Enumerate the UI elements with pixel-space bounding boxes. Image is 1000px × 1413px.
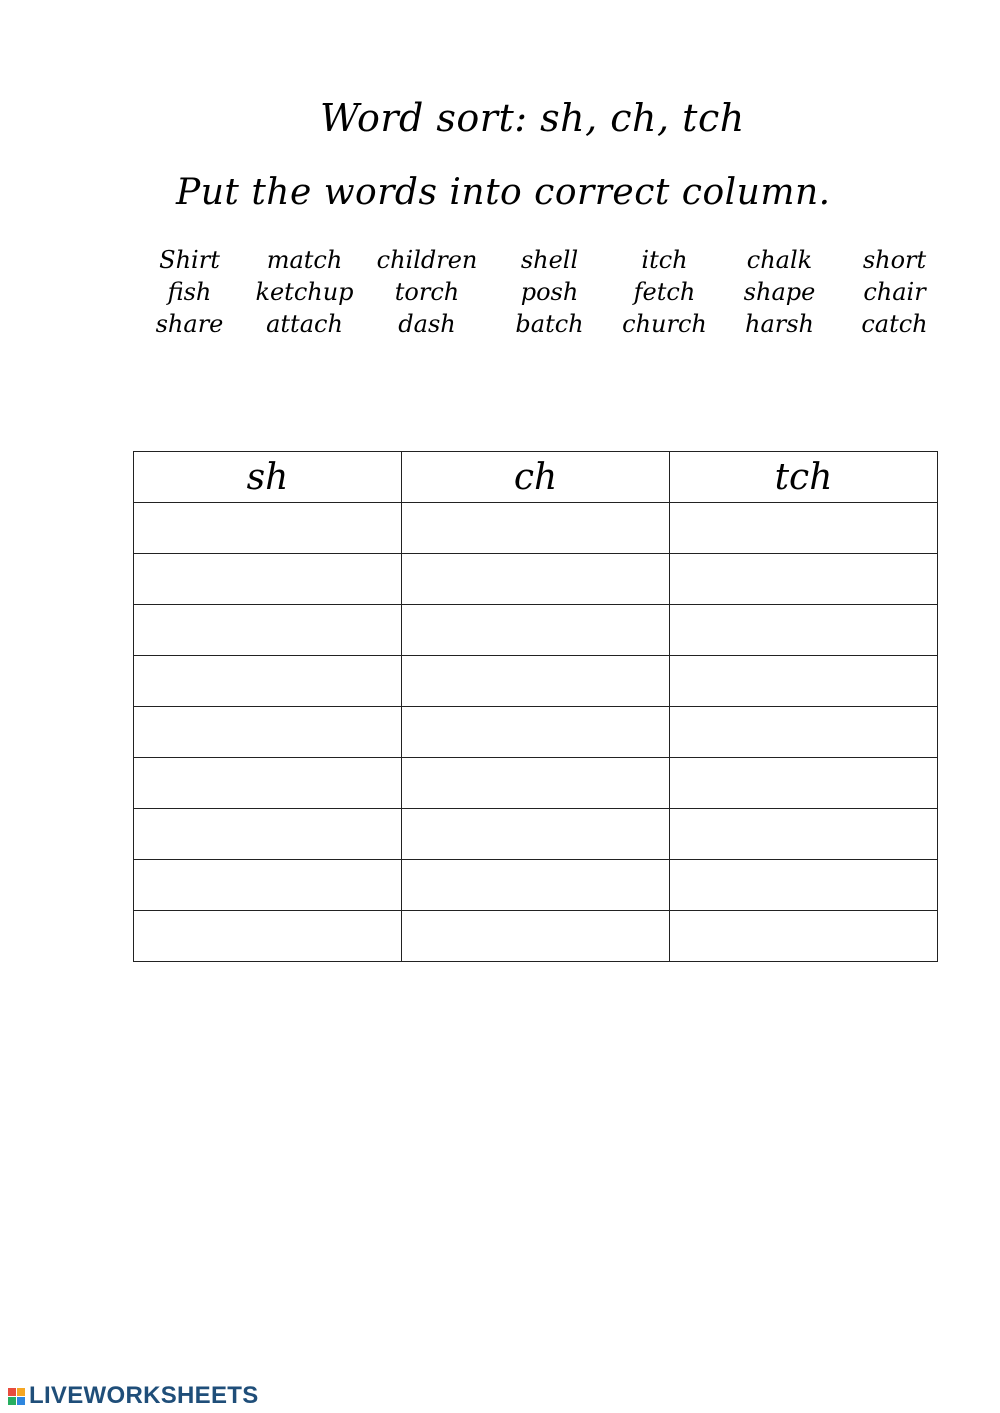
logo-square-red bbox=[8, 1388, 16, 1396]
answer-cell-tch[interactable] bbox=[670, 503, 938, 554]
word-bank-word: torch bbox=[394, 278, 460, 306]
word-bank-word: posh bbox=[520, 278, 579, 306]
word-bank-word: share bbox=[155, 310, 224, 338]
table-row bbox=[134, 656, 938, 707]
word-bank-word: fish bbox=[167, 278, 212, 306]
answer-cell-ch[interactable] bbox=[402, 758, 670, 809]
answer-cell-sh[interactable] bbox=[134, 911, 402, 962]
word-bank-word: match bbox=[266, 246, 343, 274]
answer-cell-sh[interactable] bbox=[134, 605, 402, 656]
answer-cell-ch[interactable] bbox=[402, 503, 670, 554]
answer-cell-ch[interactable] bbox=[402, 656, 670, 707]
answer-cell-sh[interactable] bbox=[134, 758, 402, 809]
answer-cell-ch[interactable] bbox=[402, 860, 670, 911]
liveworksheets-brand-text: LIVEWORKSHEETS bbox=[29, 1382, 259, 1409]
word-bank-word: church bbox=[622, 310, 707, 338]
answer-cell-ch[interactable] bbox=[402, 707, 670, 758]
table-row bbox=[134, 809, 938, 860]
table-row bbox=[134, 860, 938, 911]
logo-square-green bbox=[8, 1397, 16, 1405]
answer-cell-tch[interactable] bbox=[670, 758, 938, 809]
answer-cell-tch[interactable] bbox=[670, 860, 938, 911]
word-bank-word: dash bbox=[398, 310, 456, 338]
table-body bbox=[134, 503, 938, 962]
logo-square-orange bbox=[17, 1388, 25, 1396]
word-bank-word: fetch bbox=[633, 278, 696, 306]
word-bank-word: itch bbox=[641, 246, 688, 274]
answer-cell-tch[interactable] bbox=[670, 809, 938, 860]
table-row bbox=[134, 554, 938, 605]
word-bank-word: shape bbox=[743, 278, 816, 306]
word-bank-word: chalk bbox=[746, 246, 813, 274]
liveworksheets-logo bbox=[8, 1382, 259, 1410]
word-bank-word: short bbox=[862, 246, 927, 274]
worksheet-instruction: Put the words into correct column. bbox=[176, 172, 831, 213]
answer-cell-ch[interactable] bbox=[402, 554, 670, 605]
answer-cell-tch[interactable] bbox=[670, 911, 938, 962]
answer-cell-ch[interactable] bbox=[402, 605, 670, 656]
logo-square-blue bbox=[17, 1397, 25, 1405]
answer-cell-ch[interactable] bbox=[402, 911, 670, 962]
worksheet-title: Word sort: sh, ch, tch bbox=[320, 96, 745, 140]
answer-cell-sh[interactable] bbox=[134, 503, 402, 554]
table-row bbox=[134, 503, 938, 554]
word-bank-word: batch bbox=[515, 310, 584, 338]
column-header-tch: tch bbox=[670, 452, 938, 503]
word-bank bbox=[132, 244, 952, 340]
column-header-sh: sh bbox=[134, 452, 402, 503]
answer-cell-sh[interactable] bbox=[134, 554, 402, 605]
answer-cell-sh[interactable] bbox=[134, 860, 402, 911]
table-row bbox=[134, 707, 938, 758]
answer-cell-sh[interactable] bbox=[134, 809, 402, 860]
answer-cell-tch[interactable] bbox=[670, 656, 938, 707]
answer-cell-ch[interactable] bbox=[402, 809, 670, 860]
answer-cell-sh[interactable] bbox=[134, 656, 402, 707]
answer-cell-sh[interactable] bbox=[134, 707, 402, 758]
table-row bbox=[134, 758, 938, 809]
answer-cell-tch[interactable] bbox=[670, 554, 938, 605]
liveworksheets-logo-icon bbox=[8, 1388, 25, 1405]
word-bank-word: Shirt bbox=[159, 246, 220, 274]
answer-cell-tch[interactable] bbox=[670, 707, 938, 758]
word-sort-table bbox=[133, 451, 938, 962]
table-row bbox=[134, 911, 938, 962]
word-bank-word: shell bbox=[520, 246, 579, 274]
table-header-row bbox=[134, 452, 938, 503]
word-bank-word: children bbox=[376, 246, 478, 274]
word-bank-word: chair bbox=[863, 278, 926, 306]
word-bank-word: catch bbox=[861, 310, 928, 338]
word-bank-word: ketchup bbox=[255, 278, 354, 306]
answer-cell-tch[interactable] bbox=[670, 605, 938, 656]
column-header-ch: ch bbox=[402, 452, 670, 503]
word-bank-word: attach bbox=[266, 310, 343, 338]
table-row bbox=[134, 605, 938, 656]
word-bank-word: harsh bbox=[744, 310, 814, 338]
